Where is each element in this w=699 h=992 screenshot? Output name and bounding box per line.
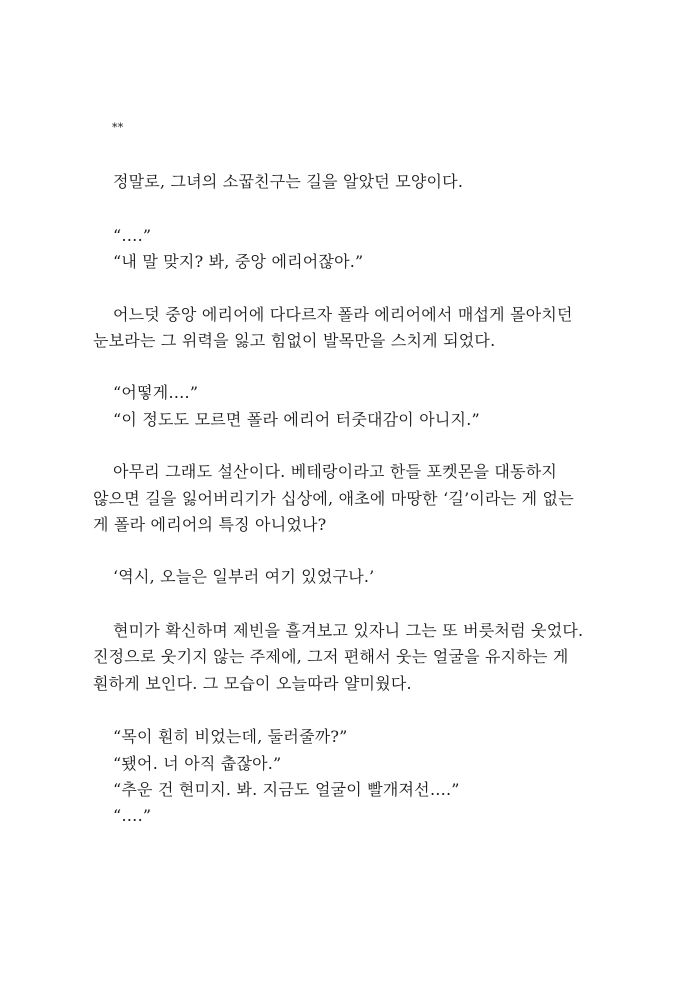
dialogue-line: “됐어. 너 아직 춥잖아.” <box>113 754 282 773</box>
dialogue-line: “….” <box>113 226 152 245</box>
paragraph-line: 정말로, 그녀의 소꿉친구는 길을 알았던 모양이다. <box>113 172 464 191</box>
dialogue-line: “추운 건 현미지. 봐. 지금도 얼굴이 빨개져선….” <box>113 780 460 799</box>
dialogue-line: “이 정도도 모르면 폴라 에리어 터줏대감이 아니지.” <box>113 410 480 429</box>
paragraph-line: 않으면 길을 잃어버리기가 십상에, 애초에 마땅한 ‘길’이라는 게 없는 <box>93 489 574 508</box>
paragraph-line: 눈보라는 그 위력을 잃고 힘없이 발목만을 스치게 되었다. <box>93 331 496 350</box>
paragraph-line: 훤하게 보인다. 그 모습이 오늘따라 얄미웠다. <box>93 674 412 693</box>
thought-line: ‘역시, 오늘은 일부러 여기 있었구나.’ <box>113 567 375 586</box>
dialogue-line: “….” <box>113 806 152 825</box>
section-separator: ** <box>112 121 124 134</box>
paragraph-line: 진정으로 웃기지 않는 주제에, 그저 편해서 웃는 얼굴을 유지하는 게 <box>93 647 569 666</box>
dialogue-line: “어떻게….” <box>113 383 199 402</box>
paragraph-line: 어느덧 중앙 에리어에 다다르자 폴라 에리어에서 매섭게 몰아치던 <box>113 305 573 324</box>
paragraph-line: 아무리 그래도 설산이다. 베테랑이라고 한들 포켓몬을 대동하지 <box>113 462 558 481</box>
dialogue-line: “내 말 맞지? 봐, 중앙 에리어잖아.” <box>113 252 364 271</box>
dialogue-line: “목이 훤히 비었는데, 둘러줄까?” <box>113 727 348 746</box>
paragraph-line: 게 폴라 에리어의 특징 아니었나? <box>93 515 327 534</box>
paragraph-line: 현미가 확신하며 제빈을 흘겨보고 있자니 그는 또 버릇처럼 웃었다. <box>113 621 584 640</box>
